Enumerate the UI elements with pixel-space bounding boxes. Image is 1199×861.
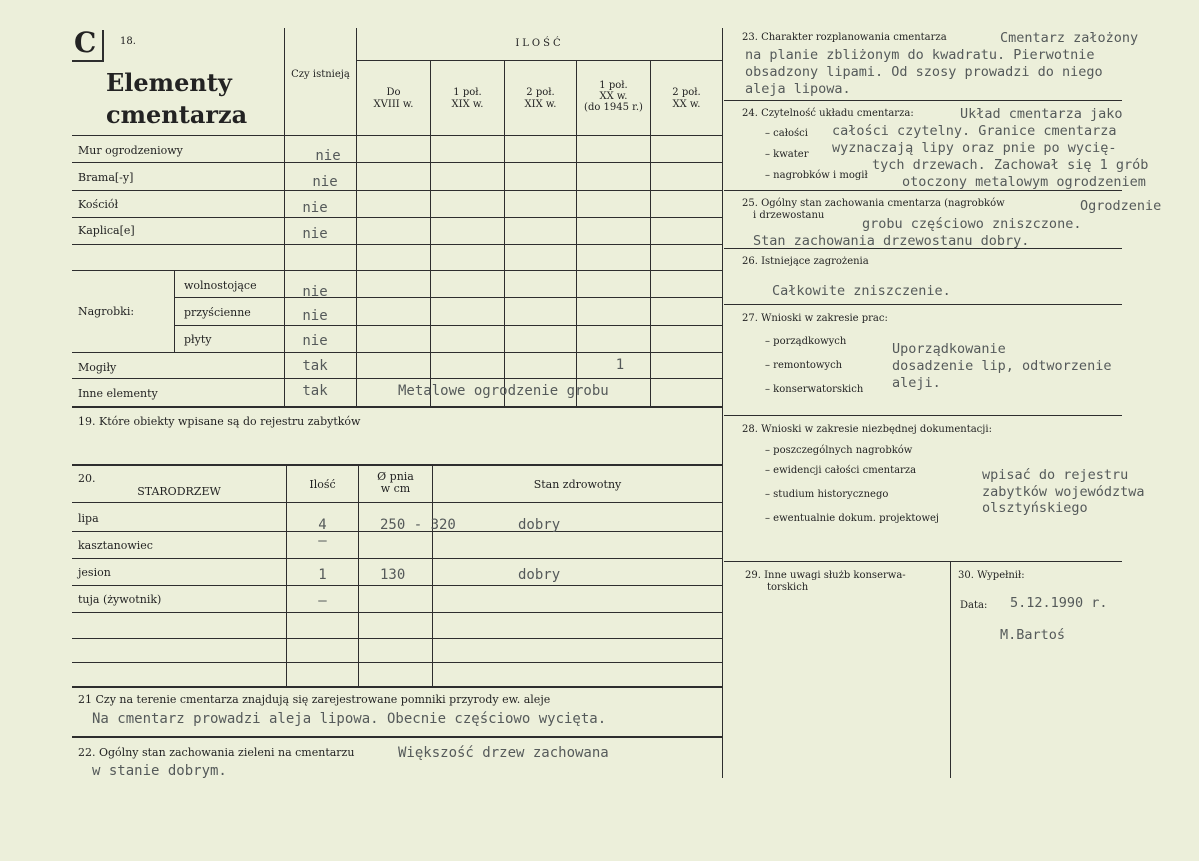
divider bbox=[72, 190, 722, 191]
tree-count: – bbox=[318, 593, 327, 609]
form-letter-box bbox=[72, 26, 104, 62]
divider bbox=[724, 190, 1122, 191]
q23-answer: na planie zbliżonym do kwadratu. Pierwotnie bbox=[745, 47, 1095, 63]
tree-name: jesion bbox=[78, 566, 111, 579]
divider bbox=[72, 270, 722, 271]
divider bbox=[72, 736, 722, 738]
divider bbox=[72, 378, 722, 379]
divider bbox=[72, 638, 722, 639]
divider bbox=[504, 60, 505, 406]
divider bbox=[72, 464, 722, 466]
divider bbox=[650, 60, 651, 406]
divider bbox=[72, 406, 722, 408]
q26-label: 26. Istniejące zagrożenia bbox=[742, 256, 869, 267]
divider bbox=[432, 466, 433, 686]
q25-answer: Ogrodzenie bbox=[1080, 198, 1162, 214]
q28-sub: – studium historycznego bbox=[765, 489, 889, 500]
row-value: nie bbox=[302, 284, 328, 300]
tree-count: 1 bbox=[318, 567, 327, 583]
q26-answer: Całkowite zniszczenie. bbox=[772, 283, 951, 299]
divider bbox=[950, 561, 951, 778]
row-label: Kościół bbox=[78, 198, 119, 211]
q28-answer: olsztyńskiego bbox=[982, 500, 1088, 516]
q24-sub: – kwater bbox=[765, 149, 809, 160]
q24-sub: – całości bbox=[765, 128, 808, 139]
period-header: 2 poł. XX w. bbox=[672, 87, 701, 110]
q27-answer: Uporządkowanie bbox=[892, 341, 1006, 357]
q30-name: M.Bartoś bbox=[1000, 627, 1066, 643]
row-value: nie bbox=[315, 148, 341, 164]
period-header: Do XVIII w. bbox=[373, 87, 414, 110]
nagrobki-type: płyty bbox=[184, 333, 212, 346]
row-value: tak bbox=[302, 383, 328, 399]
divider bbox=[174, 325, 722, 326]
q27-answer: dosadzenie lip, odtworzenie bbox=[892, 358, 1112, 374]
form-title-line2: cmentarza bbox=[106, 100, 248, 129]
col-exists-header: Czy istnieją bbox=[291, 69, 350, 80]
divider bbox=[358, 466, 359, 686]
tree-name: tuja (żywotnik) bbox=[78, 593, 162, 606]
q20-col-pnia: Ø pnia w cm bbox=[377, 470, 414, 495]
q28-answer: zabytków województwa bbox=[982, 484, 1145, 500]
divider bbox=[174, 297, 722, 298]
divider bbox=[72, 352, 722, 353]
form-letter: C bbox=[74, 26, 97, 59]
tree-name: kasztanowiec bbox=[78, 539, 153, 552]
q30-date-label: Data: bbox=[960, 600, 988, 611]
q24-sub: – nagrobków i mogił bbox=[765, 170, 868, 181]
divider bbox=[724, 415, 1122, 416]
form-title-line1: Elementy bbox=[106, 68, 232, 97]
divider bbox=[72, 244, 722, 245]
q25-label: i drzewostanu bbox=[753, 210, 825, 221]
tree-count: 4 bbox=[318, 517, 327, 533]
period-header: 1 poł. XIX w. bbox=[451, 87, 484, 110]
q28-sub: – ewidencji całości cmentarza bbox=[765, 465, 917, 476]
q30-date: 5.12.1990 r. bbox=[1010, 595, 1108, 611]
q25-answer: grobu częściowo zniszczone. bbox=[862, 216, 1082, 232]
divider bbox=[72, 686, 722, 688]
q20-col-stan: Stan zdrowotny bbox=[533, 478, 622, 491]
row-value: nie bbox=[302, 200, 328, 216]
row-label: Mogiły bbox=[78, 361, 117, 374]
divider bbox=[722, 28, 723, 778]
nagrobki-type: przyścienne bbox=[184, 306, 251, 319]
nagrobki-label: Nagrobki: bbox=[78, 305, 135, 318]
divider bbox=[72, 558, 722, 559]
divider bbox=[72, 135, 722, 136]
row-value: nie bbox=[302, 226, 328, 242]
divider bbox=[724, 304, 1122, 305]
inne-note: Metalowe ogrodzenie grobu bbox=[398, 383, 609, 399]
q24-answer: Układ cmentarza jako bbox=[960, 106, 1123, 122]
q23-label: 23. Charakter rozplanowania cmentarza bbox=[742, 32, 947, 43]
divider bbox=[72, 162, 722, 163]
q21-answer: Na cmentarz prowadzi aleja lipowa. Obecnie częściowo wycięta. bbox=[92, 711, 607, 727]
q27-sub: – konserwatorskich bbox=[765, 384, 864, 395]
divider bbox=[72, 612, 722, 613]
q21-label: 21 Czy na terenie cmentarza znajdują się zarejestrowane pomniki przyrody ew. aleje bbox=[78, 693, 551, 706]
row-value: tak bbox=[302, 358, 328, 374]
ilosc-header: ILOŚĆ bbox=[515, 38, 564, 49]
q20-col-ilosc: Ilość bbox=[309, 478, 336, 491]
divider bbox=[430, 60, 431, 406]
period-header: 2 poł. XIX w. bbox=[524, 87, 557, 110]
period-header: 1 poł. XX w. (do 1945 r.) bbox=[584, 80, 643, 113]
q28-answer: wpisać do rejestru bbox=[982, 467, 1129, 483]
q27-answer: aleji. bbox=[892, 375, 941, 391]
q20-number: 20. bbox=[78, 472, 96, 485]
q22-answer: Większość drzew zachowana bbox=[398, 745, 609, 761]
tree-name: lipa bbox=[78, 512, 99, 525]
q25-label: 25. Ogólny stan zachowania cmentarza (nagrobków bbox=[742, 198, 1005, 209]
nagrobki-type: wolnostojące bbox=[184, 279, 257, 292]
q29-label: torskich bbox=[767, 582, 809, 593]
tree-diameter: 250 - 320 bbox=[380, 517, 456, 533]
divider bbox=[174, 270, 175, 352]
divider bbox=[724, 561, 1122, 562]
q24-answer: otoczony metalowym ogrodzeniem bbox=[902, 174, 1146, 190]
q23-answer: Cmentarz założony bbox=[1000, 30, 1139, 46]
q24-answer: tych drzewach. Zachował się 1 grób bbox=[872, 157, 1149, 173]
form-number: 18. bbox=[120, 36, 136, 47]
q20-header: STARODRZEW bbox=[137, 485, 221, 498]
q22-answer: w stanie dobrym. bbox=[92, 763, 227, 779]
tree-count: – bbox=[318, 533, 327, 549]
q27-sub: – remontowych bbox=[765, 360, 843, 371]
divider bbox=[72, 217, 722, 218]
row-value: nie bbox=[302, 308, 328, 324]
divider bbox=[724, 100, 1122, 101]
tree-state: dobry bbox=[518, 567, 561, 583]
q27-label: 27. Wnioski w zakresie prac: bbox=[742, 313, 888, 324]
tree-state: dobry bbox=[518, 517, 561, 533]
row-value: nie bbox=[302, 333, 328, 349]
q29-label: 29. Inne uwagi służb konserwa- bbox=[745, 570, 906, 581]
q25-answer: Stan zachowania drzewostanu dobry. bbox=[753, 233, 1030, 249]
row-label: Brama[-y] bbox=[78, 171, 134, 184]
tree-diameter: 130 bbox=[380, 567, 406, 583]
q22-label: 22. Ogólny stan zachowania zieleni na cmentarzu bbox=[78, 746, 355, 759]
mogily-count: 1 bbox=[615, 357, 625, 373]
divider bbox=[72, 662, 722, 663]
q23-answer: obsadzony lipami. Od szosy prowadzi do niego bbox=[745, 64, 1103, 80]
row-label: Kaplica[e] bbox=[78, 224, 135, 237]
q24-answer: całości czytelny. Granice cmentarza bbox=[832, 123, 1117, 139]
divider bbox=[356, 60, 722, 61]
q24-label: 24. Czytelność układu cmentarza: bbox=[742, 108, 914, 119]
divider bbox=[72, 502, 722, 503]
q28-label: 28. Wnioski w zakresie niezbędnej dokumentacji: bbox=[742, 424, 992, 435]
divider bbox=[72, 585, 722, 586]
q19-label: 19. Które obiekty wpisane są do rejestru zabytków bbox=[78, 415, 361, 428]
row-label: Mur ogrodzeniowy bbox=[78, 144, 183, 157]
q23-answer: aleja lipowa. bbox=[745, 81, 851, 97]
q24-answer: wyznaczają lipy oraz pnie po wycię- bbox=[832, 140, 1117, 156]
q27-sub: – porządkowych bbox=[765, 336, 847, 347]
row-label: Inne elementy bbox=[78, 387, 158, 400]
q30-label: 30. Wypełnił: bbox=[958, 570, 1025, 581]
q28-sub: – poszczególnych nagrobków bbox=[765, 445, 913, 456]
q28-sub: – ewentualnie dokum. projektowej bbox=[765, 513, 940, 524]
row-value: nie bbox=[312, 174, 338, 190]
